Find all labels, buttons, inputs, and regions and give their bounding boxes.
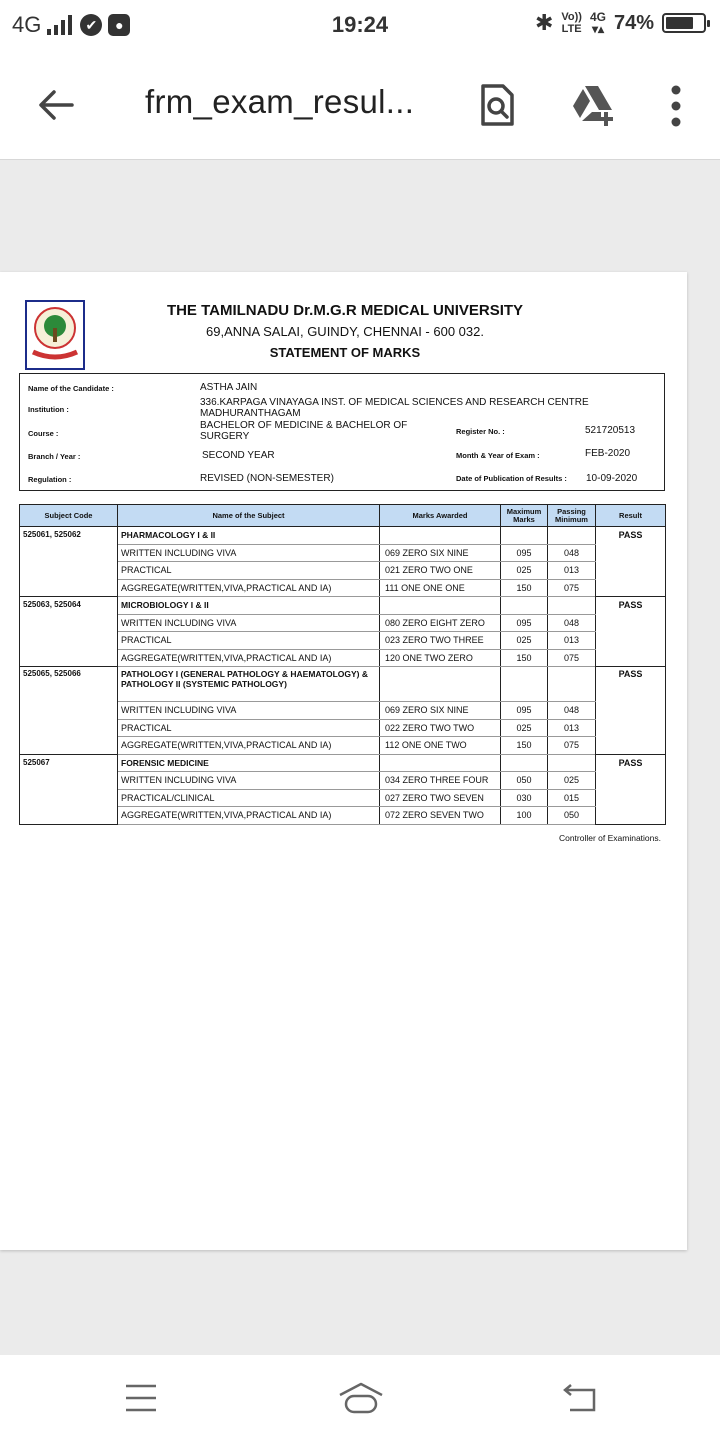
maximum-marks: 150 bbox=[501, 579, 548, 597]
candidate-label: Name of the Candidate : bbox=[28, 384, 114, 393]
passing-minimum: 050 bbox=[548, 807, 596, 825]
month-year-label: Month & Year of Exam : bbox=[456, 451, 540, 460]
publication-label: Date of Publication of Results : bbox=[456, 474, 567, 483]
subject-title: PHARMACOLOGY I & II bbox=[118, 527, 380, 545]
mic-notification-icon: ● bbox=[108, 14, 130, 36]
month-year-value: FEB-2020 bbox=[585, 448, 631, 459]
component-name: AGGREGATE(WRITTEN,VIVA,PRACTICAL AND IA) bbox=[118, 579, 380, 597]
marks-awarded: 034 ZERO THREE FOUR bbox=[380, 772, 501, 790]
subject-group-row bbox=[20, 597, 666, 615]
subject-group-row bbox=[20, 527, 666, 545]
marks-awarded: 072 ZERO SEVEN TWO bbox=[380, 807, 501, 825]
passing-minimum: 013 bbox=[548, 562, 596, 580]
institution-value-1: 336.KARPAGA VINAYAGA INST. OF MEDICAL SCIENCES AND RESEARCH CENTRE bbox=[200, 397, 589, 408]
header-passing-minimum: Passing Minimum bbox=[548, 505, 596, 527]
maximum-marks: 050 bbox=[501, 772, 548, 790]
component-name: AGGREGATE(WRITTEN,VIVA,PRACTICAL AND IA) bbox=[118, 737, 380, 755]
subject-group-row bbox=[20, 754, 666, 772]
subject-result: PASS bbox=[596, 527, 666, 597]
regulation-value: REVISED (NON-SEMESTER) bbox=[200, 473, 334, 484]
subject-code: 525065, 525066 bbox=[20, 667, 118, 755]
branch-label: Branch / Year : bbox=[28, 452, 81, 461]
marks-awarded: 069 ZERO SIX NINE bbox=[380, 544, 501, 562]
clock: 19:24 bbox=[331, 12, 389, 37]
pdf-page bbox=[0, 272, 687, 1250]
bluetooth-icon: ✱ bbox=[534, 10, 554, 35]
passing-minimum: 048 bbox=[548, 544, 596, 562]
volte-indicator: Vo)) LTE bbox=[561, 11, 582, 35]
component-name: AGGREGATE(WRITTEN,VIVA,PRACTICAL AND IA) bbox=[118, 807, 380, 825]
document-title: frm_exam_resul... bbox=[145, 83, 415, 120]
subject-result: PASS bbox=[596, 754, 666, 824]
marks-table bbox=[19, 504, 666, 825]
candidate-info-box bbox=[19, 373, 665, 491]
passing-minimum: 015 bbox=[548, 789, 596, 807]
subject-result: PASS bbox=[596, 667, 666, 755]
marks-awarded: 021 ZERO TWO ONE bbox=[380, 562, 501, 580]
system-nav-bar bbox=[0, 1355, 720, 1440]
passing-minimum: 075 bbox=[548, 649, 596, 667]
maximum-marks: 025 bbox=[501, 632, 548, 650]
home-icon[interactable] bbox=[337, 1380, 385, 1416]
component-name: PRACTICAL bbox=[118, 562, 380, 580]
marks-awarded: 080 ZERO EIGHT ZERO bbox=[380, 614, 501, 632]
passing-minimum: 075 bbox=[548, 579, 596, 597]
institution-label: Institution : bbox=[28, 405, 69, 414]
subject-code: 525061, 525062 bbox=[20, 527, 118, 597]
component-name: PRACTICAL bbox=[118, 719, 380, 737]
passing-minimum: 048 bbox=[548, 614, 596, 632]
marks-awarded: 022 ZERO TWO TWO bbox=[380, 719, 501, 737]
component-name: PRACTICAL/CLINICAL bbox=[118, 789, 380, 807]
back-arrow-icon[interactable] bbox=[36, 85, 76, 125]
recents-icon[interactable] bbox=[121, 1380, 161, 1416]
subject-result: PASS bbox=[596, 597, 666, 667]
passing-minimum: 048 bbox=[548, 702, 596, 720]
register-label: Register No. : bbox=[456, 427, 505, 436]
marks-awarded: 023 ZERO TWO THREE bbox=[380, 632, 501, 650]
course-label: Course : bbox=[28, 429, 59, 438]
battery-percent: 74% bbox=[613, 11, 654, 34]
subject-group-row bbox=[20, 667, 666, 702]
back-nav-icon[interactable] bbox=[560, 1380, 600, 1416]
marks-awarded: 027 ZERO TWO SEVEN bbox=[380, 789, 501, 807]
component-name: WRITTEN INCLUDING VIVA bbox=[118, 772, 380, 790]
find-in-page-icon[interactable] bbox=[472, 80, 522, 130]
maximum-marks: 095 bbox=[501, 544, 548, 562]
maximum-marks: 095 bbox=[501, 614, 548, 632]
marks-table-body bbox=[20, 527, 666, 825]
register-value: 521720513 bbox=[585, 425, 636, 436]
passing-minimum: 013 bbox=[548, 632, 596, 650]
table-header-row bbox=[20, 505, 666, 527]
status-bar bbox=[0, 0, 720, 50]
passing-minimum: 075 bbox=[548, 737, 596, 755]
subject-code: 525067 bbox=[20, 754, 118, 824]
header-maximum-marks: Maximum Marks bbox=[501, 505, 548, 527]
marks-awarded: 112 ONE ONE TWO bbox=[380, 737, 501, 755]
branch-value: SECOND YEAR bbox=[202, 450, 275, 461]
maximum-marks: 025 bbox=[501, 719, 548, 737]
subject-title: FORENSIC MEDICINE bbox=[118, 754, 380, 772]
subject-code: 525063, 525064 bbox=[20, 597, 118, 667]
header-subject-code: Subject Code bbox=[20, 505, 118, 527]
passing-minimum: 025 bbox=[548, 772, 596, 790]
component-name: PRACTICAL bbox=[118, 632, 380, 650]
subject-title: PATHOLOGY I (GENERAL PATHOLOGY & HAEMATOLOGY) & PATHOLOGY II (SYSTEMIC PATHOLOGY) bbox=[118, 667, 380, 702]
maximum-marks: 150 bbox=[501, 649, 548, 667]
maximum-marks: 150 bbox=[501, 737, 548, 755]
component-name: WRITTEN INCLUDING VIVA bbox=[118, 614, 380, 632]
maximum-marks: 100 bbox=[501, 807, 548, 825]
maximum-marks: 025 bbox=[501, 562, 548, 580]
header-marks-awarded: Marks Awarded bbox=[380, 505, 501, 527]
data-indicator: 4G ▾▴ bbox=[589, 10, 606, 36]
header-subject-name: Name of the Subject bbox=[118, 505, 380, 527]
marks-awarded: 120 ONE TWO ZERO bbox=[380, 649, 501, 667]
maximum-marks: 095 bbox=[501, 702, 548, 720]
subject-title: MICROBIOLOGY I & II bbox=[118, 597, 380, 615]
more-vert-icon[interactable] bbox=[666, 84, 686, 128]
component-name: AGGREGATE(WRITTEN,VIVA,PRACTICAL AND IA) bbox=[118, 649, 380, 667]
component-name: WRITTEN INCLUDING VIVA bbox=[118, 544, 380, 562]
marks-awarded: 111 ONE ONE ONE bbox=[380, 579, 501, 597]
university-name: THE TAMILNADU Dr.M.G.R MEDICAL UNIVERSITY bbox=[166, 302, 524, 319]
check-circle-icon: ✔ bbox=[80, 14, 102, 36]
institution-value-2: MADHURANTHAGAM bbox=[200, 408, 301, 419]
course-value-2: SURGERY bbox=[200, 431, 250, 442]
university-address: 69,ANNA SALAI, GUINDY, CHENNAI - 600 032. bbox=[206, 324, 484, 339]
marks-awarded: 069 ZERO SIX NINE bbox=[380, 702, 501, 720]
passing-minimum: 013 bbox=[548, 719, 596, 737]
component-name: WRITTEN INCLUDING VIVA bbox=[118, 702, 380, 720]
header-result: Result bbox=[596, 505, 666, 527]
statement-title: STATEMENT OF MARKS bbox=[269, 345, 421, 360]
app-toolbar bbox=[0, 50, 720, 160]
maximum-marks: 030 bbox=[501, 789, 548, 807]
course-value-1: BACHELOR OF MEDICINE & BACHELOR OF bbox=[200, 420, 408, 431]
regulation-label: Regulation : bbox=[28, 475, 72, 484]
battery-icon bbox=[662, 13, 706, 33]
university-seal-icon bbox=[25, 300, 85, 370]
controller-signature: Controller of Examinations. bbox=[558, 833, 661, 843]
status-right bbox=[535, 10, 706, 36]
publication-value: 10-09-2020 bbox=[586, 473, 638, 484]
candidate-value: ASTHA JAIN bbox=[200, 382, 258, 393]
add-to-drive-icon[interactable] bbox=[568, 80, 618, 130]
network-type: 4G bbox=[12, 12, 42, 37]
